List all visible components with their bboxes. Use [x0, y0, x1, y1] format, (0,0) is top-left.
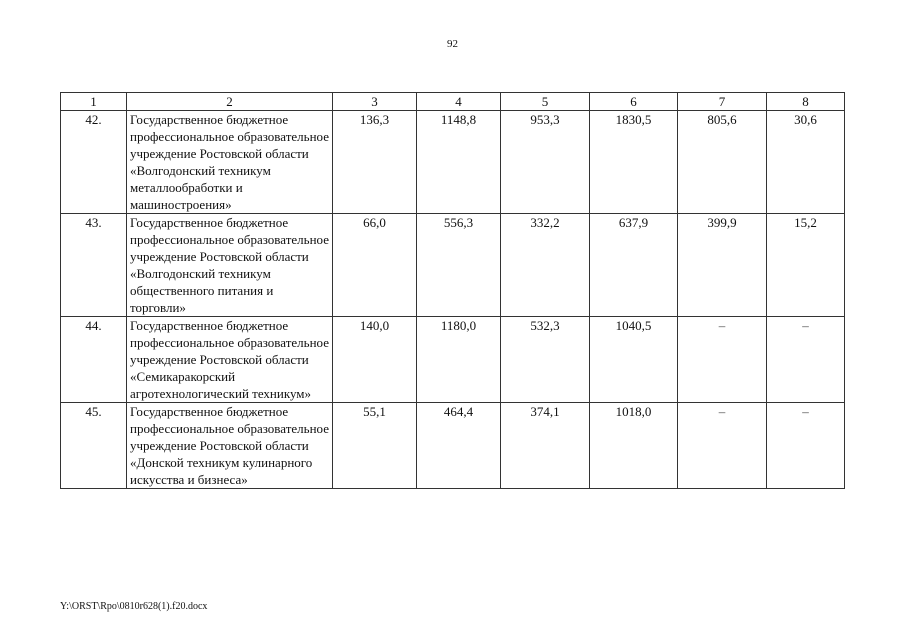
row-number: 42. [61, 111, 127, 214]
header-cell: 2 [127, 93, 333, 111]
value-col-5: 332,2 [501, 214, 590, 317]
row-number: 45. [61, 403, 127, 489]
value-col-3: 140,0 [333, 317, 417, 403]
institution-name: Государственное бюджетное профессиональное образовательное учреждение Ростовской области «Волгодонский техникум общественного питания и торговли» [127, 214, 333, 317]
page-number: 92 [447, 38, 458, 50]
value-col-6: 1018,0 [590, 403, 678, 489]
header-cell: 6 [590, 93, 678, 111]
footer-file-path: Y:\ORST\Rpo\0810r628(1).f20.docx [60, 601, 208, 612]
value-col-5: 953,3 [501, 111, 590, 214]
header-cell: 1 [61, 93, 127, 111]
header-cell: 3 [333, 93, 417, 111]
table-row [61, 317, 845, 403]
value-col-7: – [678, 317, 767, 403]
value-col-3: 55,1 [333, 403, 417, 489]
value-col-5: 532,3 [501, 317, 590, 403]
table-header-row [61, 93, 845, 111]
value-col-7: 399,9 [678, 214, 767, 317]
value-col-8: 30,6 [767, 111, 845, 214]
table-row [61, 214, 845, 317]
value-col-4: 464,4 [417, 403, 501, 489]
value-col-8: 15,2 [767, 214, 845, 317]
value-col-4: 556,3 [417, 214, 501, 317]
value-col-6: 637,9 [590, 214, 678, 317]
value-col-7: – [678, 403, 767, 489]
table-row [61, 403, 845, 489]
value-col-4: 1148,8 [417, 111, 501, 214]
value-col-3: 66,0 [333, 214, 417, 317]
institution-name: Государственное бюджетное профессиональное образовательное учреждение Ростовской области «Донской техникум кулинарного искусства и бизнеса» [127, 403, 333, 489]
header-cell: 5 [501, 93, 590, 111]
value-col-4: 1180,0 [417, 317, 501, 403]
value-col-5: 374,1 [501, 403, 590, 489]
value-col-8: – [767, 317, 845, 403]
header-cell: 8 [767, 93, 845, 111]
institution-name: Государственное бюджетное профессиональное образовательное учреждение Ростовской области «Семикаракорский агротехнологический техникум» [127, 317, 333, 403]
budget-table [60, 92, 845, 489]
value-col-7: 805,6 [678, 111, 767, 214]
row-number: 44. [61, 317, 127, 403]
value-col-6: 1830,5 [590, 111, 678, 214]
table-row [61, 111, 845, 214]
value-col-6: 1040,5 [590, 317, 678, 403]
header-cell: 7 [678, 93, 767, 111]
value-col-3: 136,3 [333, 111, 417, 214]
header-cell: 4 [417, 93, 501, 111]
institution-name: Государственное бюджетное профессиональное образовательное учреждение Ростовской области «Волгодонский техникум металлообработки и машиностроения» [127, 111, 333, 214]
value-col-8: – [767, 403, 845, 489]
row-number: 43. [61, 214, 127, 317]
